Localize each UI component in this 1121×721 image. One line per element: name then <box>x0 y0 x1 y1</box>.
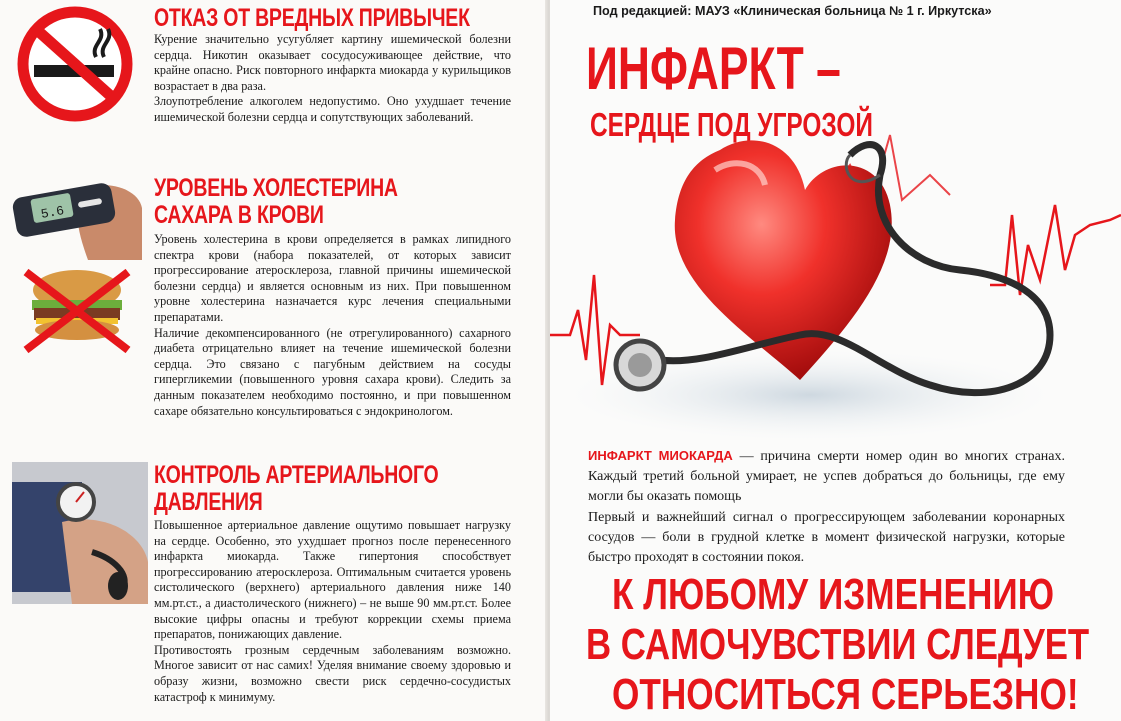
paragraph: Злоупотребление алкоголем недопустимо. Оно ухудшает течение ишемической болезни сердца и сопутствующих заболеваний. <box>154 94 511 124</box>
blood-pressure-icon <box>12 462 148 604</box>
paragraph: Курение значительно усугубляет картину ишемической болезни сердца. Никотин оказывает сосудосуживающее действие, что крайне опасно. Риск повторного инфаркта миокарда у курильщиков возрастает в два раза. <box>154 32 511 93</box>
paragraph: Уровень холестерина в крови определяется в рамках липидного спектра крови (набора показателей, от которых зависит прогрессирование атеросклероза, главной причины ишемической болезни сердца) и является основным из них. При повышенном уровне холестерина назначается курс лечения специальными препаратами. <box>154 232 511 324</box>
editorial-line: Под редакцией: МАУЗ «Клиническая больница № 1 г. Иркутска» <box>593 4 992 18</box>
left-page <box>0 0 548 721</box>
slogan-line2: В САМОЧУВСТВИИ СЛЕДУЕТ <box>586 620 1090 669</box>
right-page <box>550 0 1121 721</box>
paragraph: Наличие декомпенсированного (не отрегулированного) сахарного диабета отрицательно влияет на течение ишемической болезни сердца. Это связано с пагубным действием на сосуды гипергликемии (повышенного уровня сахара крови). Следить за данным показателем необходимо постоянно, и при повышенном сахаре обязательно консультироваться с эндокринологом. <box>154 325 511 418</box>
heart-stethoscope-icon <box>550 95 1121 445</box>
signal-text: Первый и важнейший сигнал о прогрессирующем заболевании коронарных сосудов — боли в грудной клетке в момент физической нагрузки, которые быстро проходят в состоянии покоя. <box>588 510 1065 565</box>
main-title-line1: ИНФАРКТ – <box>586 35 841 102</box>
section-text-pressure <box>154 518 511 705</box>
paragraph: Повышенное артериальное давление ощутимо повышает нагрузку на сердце. Особенно, это ухудшает прогноз после перенесенного инфаркта миокарда. Также гипертония способствует прогрессированию атеросклероза. Оптимальным считается уровень систолического (верхнего) артериального давления ниже 140 мм.рт.ст., а диастолического (нижнего) – не выше 90 мм.рт.ст. Более высокие цифры опасны и требуют коррекции схемы приема препаратов, понижающих давление. <box>154 518 511 642</box>
section-title-cholesterol-2: САХАРА В КРОВИ <box>154 201 324 229</box>
paragraph: Противостоять грозным сердечным заболеваниям возможно. Многое зависит от нас самих! Уделяя внимание своему здоровью и образу жизни, возможно свести риск сердечно-сосудистых катастроф к минимуму. <box>154 642 511 704</box>
glucometer-icon <box>8 178 142 260</box>
slogan-line1: К ЛЮБОМУ ИЗМЕНЕНИЮ <box>612 570 1055 619</box>
intro-highlight: ИНФАРКТ МИОКАРДА <box>588 448 733 463</box>
burger-icon <box>18 266 136 354</box>
section-text-habits <box>154 32 511 126</box>
no-smoking-icon <box>12 5 138 123</box>
slogan-line3: ОТНОСИТЬСЯ СЕРЬЕЗНО! <box>612 670 1079 719</box>
main-title-line2: СЕРДЦЕ ПОД УГРОЗОЙ <box>590 106 873 143</box>
section-title-habits: ОТКАЗ ОТ ВРЕДНЫХ ПРИВЫЧЕК <box>154 4 470 32</box>
section-title-pressure-2: ДАВЛЕНИЯ <box>154 488 263 516</box>
intro-text <box>588 446 1065 507</box>
section-text-cholesterol <box>154 232 511 419</box>
section-title-pressure-1: КОНТРОЛЬ АРТЕРИАЛЬНОГО <box>154 461 439 489</box>
svg-text:5.6: 5.6 <box>39 203 66 222</box>
section-title-cholesterol-1: УРОВЕНЬ ХОЛЕСТЕРИНА <box>154 174 398 202</box>
intro-rest: — причина смерти номер один во многих странах. Каждый третий больной умирает, не успев добраться до больницы, где ему могли бы оказать помощь <box>588 449 1066 504</box>
